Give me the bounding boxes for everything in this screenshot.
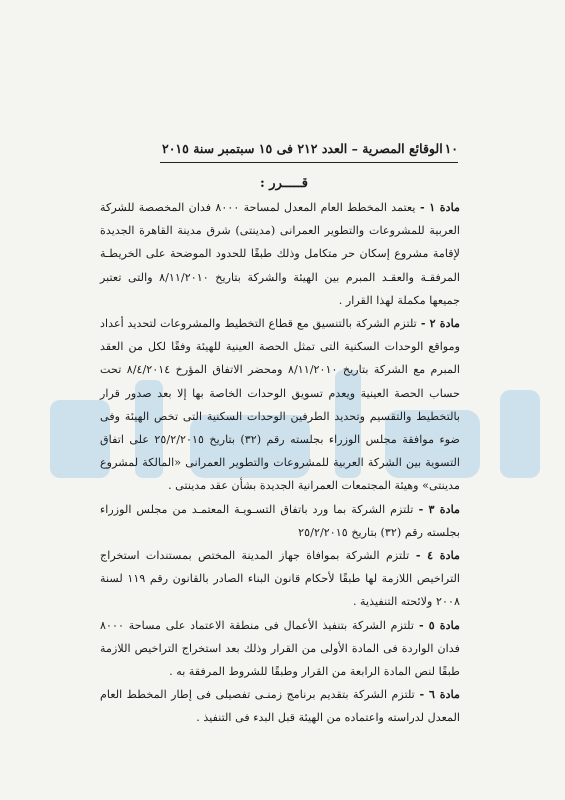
article-text: تلتزم الشركة بالتنسيق مع قطاع التخطيط والمشروعات لتحديد أعداد ومواقع الوحدات السكنية التى تمثل الحصة العينية للهيئة وفقًا لكل من العقد المبرم مع الشركة بتاريخ ٨/١١/٢٠١٠ ومحضر الاتفاق المؤرخ ٨/٤/٢٠١٤ تحت حساب الحصة العينية ويعدم تسويق الوحدات الخاصة بها إلا بعد صدور قرار بالتخطيط والتقسيم وتحديد الطرفين الوحدات السكنية التى تخص الهيئة وفى ضوء موافقة مجلس الوزراء بجلسته رقم (٣٢) بتاريخ ٢٥/٢/٢٠١٥ على اتفاق التسوية بين الشركة العربية للمشروعات والتطوير العمرانى «المالكة لمشروع مدينتى» وهيئة المجتمعات العمرانية الجديدة بشأن عقد مدينتى . — [100, 317, 460, 493]
article-text: تلتزم الشركة بتنفيذ الأعمال فى منطقة الاعتماد على مساحة ٨٠٠٠ فدان الواردة فى المادة الأولى من القرار وذلك بعد استخراج التراخيص اللازمة طبقًا لنص المادة الرابعة من القرار وطبقًا للشروط المرفقة به . — [100, 618, 460, 679]
article-label: مادة ٥ - — [413, 617, 460, 632]
article-text: تلتزم الشركة بما ورد باتفاق التسـويـة المعتمـد من مجلس الوزراء بجلسته رقم (٣٢) بتاريخ ٢٥/٢/٢٠١٥ — [100, 502, 460, 539]
article-label: مادة ١ - — [415, 200, 461, 214]
article-text: تلتزم الشركة بتقديم برنامج زمنـى تفصيلى فى إطار المخطط العام المعدل لدراسته واعتماده من الهيئة قبل البدء فى التنفيذ . — [100, 688, 460, 725]
page-header — [162, 137, 458, 159]
publication-line: الوقائع المصرية – العدد ٢١٢ فى ١٥ سبتمبر سنة ٢٠١٥ — [162, 140, 443, 156]
articles-body — [100, 196, 460, 730]
article-label: مادة ٤ - — [409, 548, 460, 563]
article-label: مادة ٢ - — [416, 316, 461, 331]
article-3 — [100, 498, 460, 544]
article-2 — [100, 312, 460, 498]
article-text: تلتزم الشركة بموافاة جهاز المدينة المختص بمستندات استخراج التراخيص اللازمة لها طبقًا لأحكام قانون البناء الصادر بالقانون رقم ١١٩ لسنة ٢٠٠٨ ولائحته التنفيذية . — [100, 549, 460, 609]
decision-title: قـــــرر : — [259, 176, 309, 191]
article-text: يعتمد المخطط العام المعدل لمساحة ٨٠٠٠ فدان المخصصة للشركة العربية للمشروعات والتطوير العمرانى (مدينتى) شرق مدينة القاهرة الجديدة لإقامة مشروع إسكان حر متكامل وذلك طبقًا للحدود الموضحة على الخريطـة المرفقـة والعقـد المبرم بين الهيئة والشركة بتاريخ ٨/١١/٢٠١٠ والتى تعتبر جميعها مكملة لهذا القرار . — [100, 201, 460, 307]
article-6 — [100, 683, 460, 729]
article-1 — [100, 196, 460, 312]
page-number: ١٠ — [444, 140, 458, 156]
article-label: مادة ٣ - — [413, 501, 461, 516]
article-4 — [100, 544, 460, 614]
header-divider — [160, 162, 458, 163]
article-label: مادة ٦ - — [414, 687, 460, 702]
article-5 — [100, 614, 460, 684]
